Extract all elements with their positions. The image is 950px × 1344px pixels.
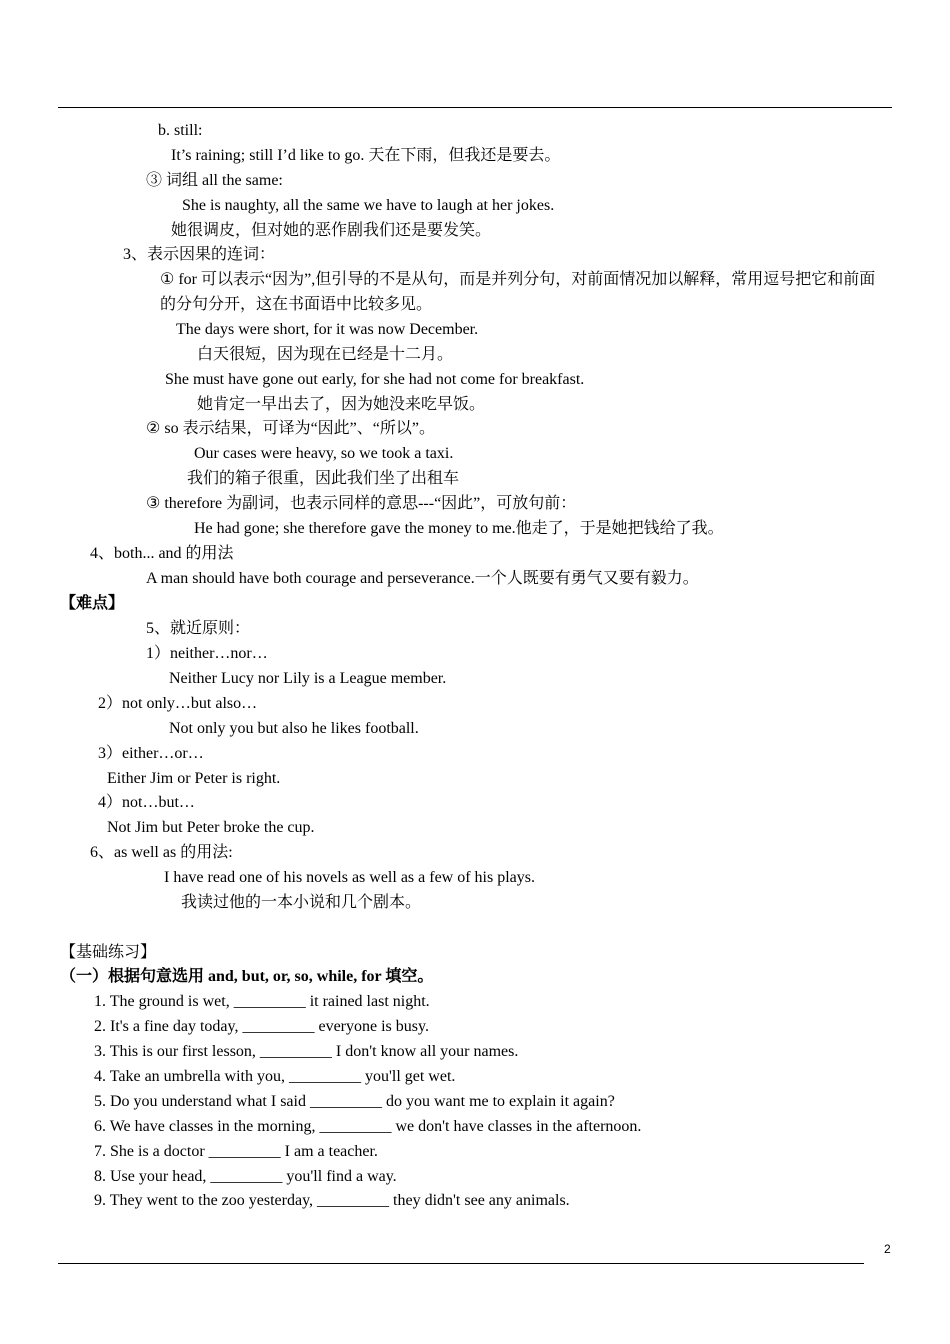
text-line: A man should have both courage and perseverance.一个人既要有勇气又要有毅力。 [146, 570, 699, 587]
text-line: 她很调皮，但对她的恶作剧我们还是要发笑。 [171, 222, 492, 239]
text-line: Not only you but also he likes football. [169, 720, 419, 737]
text-line: The days were short, for it was now December. [176, 321, 479, 338]
exercise-item: 5. Do you understand what I said _________ do you want me to explain it again? [94, 1093, 615, 1110]
practice-heading: 【基础练习】 [60, 944, 157, 961]
text-line: 我读过他的一本小说和几个剧本。 [181, 894, 422, 911]
text-line: I have read one of his novels as well as a few of his plays. [164, 869, 535, 886]
text-line: 2）not only…but also… [98, 695, 258, 712]
text-line: 1）neither…nor… [146, 645, 268, 662]
difficulty-heading: 【难点】 [60, 595, 125, 612]
text-line: b. still: [158, 122, 203, 139]
text-line: 4）not…but… [98, 794, 195, 811]
text-line: He had gone; she therefore gave the money to me.他走了，于是她把钱给了我。 [194, 520, 724, 537]
text-line: Our cases were heavy, so we took a taxi. [194, 445, 454, 462]
exercise-item: 1. The ground is wet, _________ it rained last night. [94, 993, 430, 1010]
text-line: Either Jim or Peter is right. [107, 770, 281, 787]
text-line: Not Jim but Peter broke the cup. [107, 819, 315, 836]
text-line: She is naughty, all the same we have to laugh at her jokes. [182, 197, 555, 214]
exercise-item: 8. Use your head, _________ you'll find a way. [94, 1168, 397, 1185]
text-line: ① for 可以表示“因为”,但引导的不是从句，而是并列分句，对前面情况加以解释，常用逗号把它和前面 [160, 271, 876, 288]
exercise-item: 6. We have classes in the morning, _________ we don't have classes in the afternoon. [94, 1118, 642, 1135]
text-line: ③ therefore 为副词，也表示同样的意思---“因此”，可放句前： [146, 495, 577, 512]
text-line: 的分句分开，这在书面语中比较多见。 [160, 296, 433, 313]
section-heading: 6、as well as 的用法: [90, 844, 233, 861]
text-line: 3）either…or… [98, 745, 204, 762]
text-line: It’s raining; still I’d like to go. 天在下雨，但我还是要去。 [171, 147, 561, 164]
section-heading: 5、就近原则： [146, 620, 251, 637]
section-heading: 3、表示因果的连词： [123, 246, 276, 263]
header-rule [58, 107, 892, 108]
text-line: 白天很短，因为现在已经是十二月。 [197, 346, 454, 363]
exercise-item: 4. Take an umbrella with you, _________ you'll get wet. [94, 1068, 456, 1085]
text-line: 她肯定一早出去了，因为她没来吃早饭。 [197, 396, 486, 413]
footer-rule [58, 1263, 864, 1264]
text-line: 我们的箱子很重，因此我们坐了出租车 [187, 470, 460, 487]
text-line: Neither Lucy nor Lily is a League member. [169, 670, 447, 687]
exercise-item: 7. She is a doctor _________ I am a teacher. [94, 1143, 378, 1160]
page-number: 2 [884, 1242, 891, 1256]
text-line: ② so 表示结果，可译为“因此”、“所以”。 [146, 420, 435, 437]
exercise-instruction: （一）根据句意选用 and, but, or, so, while, for 填空。 [60, 968, 434, 985]
text-line: ③ 词组 all the same: [146, 172, 283, 189]
exercise-item: 9. They went to the zoo yesterday, _________ they didn't see any animals. [94, 1192, 570, 1209]
exercise-item: 3. This is our first lesson, _________ I don't know all your names. [94, 1043, 519, 1060]
section-heading: 4、both... and 的用法 [90, 545, 234, 562]
text-line: She must have gone out early, for she had not come for breakfast. [165, 371, 585, 388]
exercise-item: 2. It's a fine day today, _________ everyone is busy. [94, 1018, 429, 1035]
